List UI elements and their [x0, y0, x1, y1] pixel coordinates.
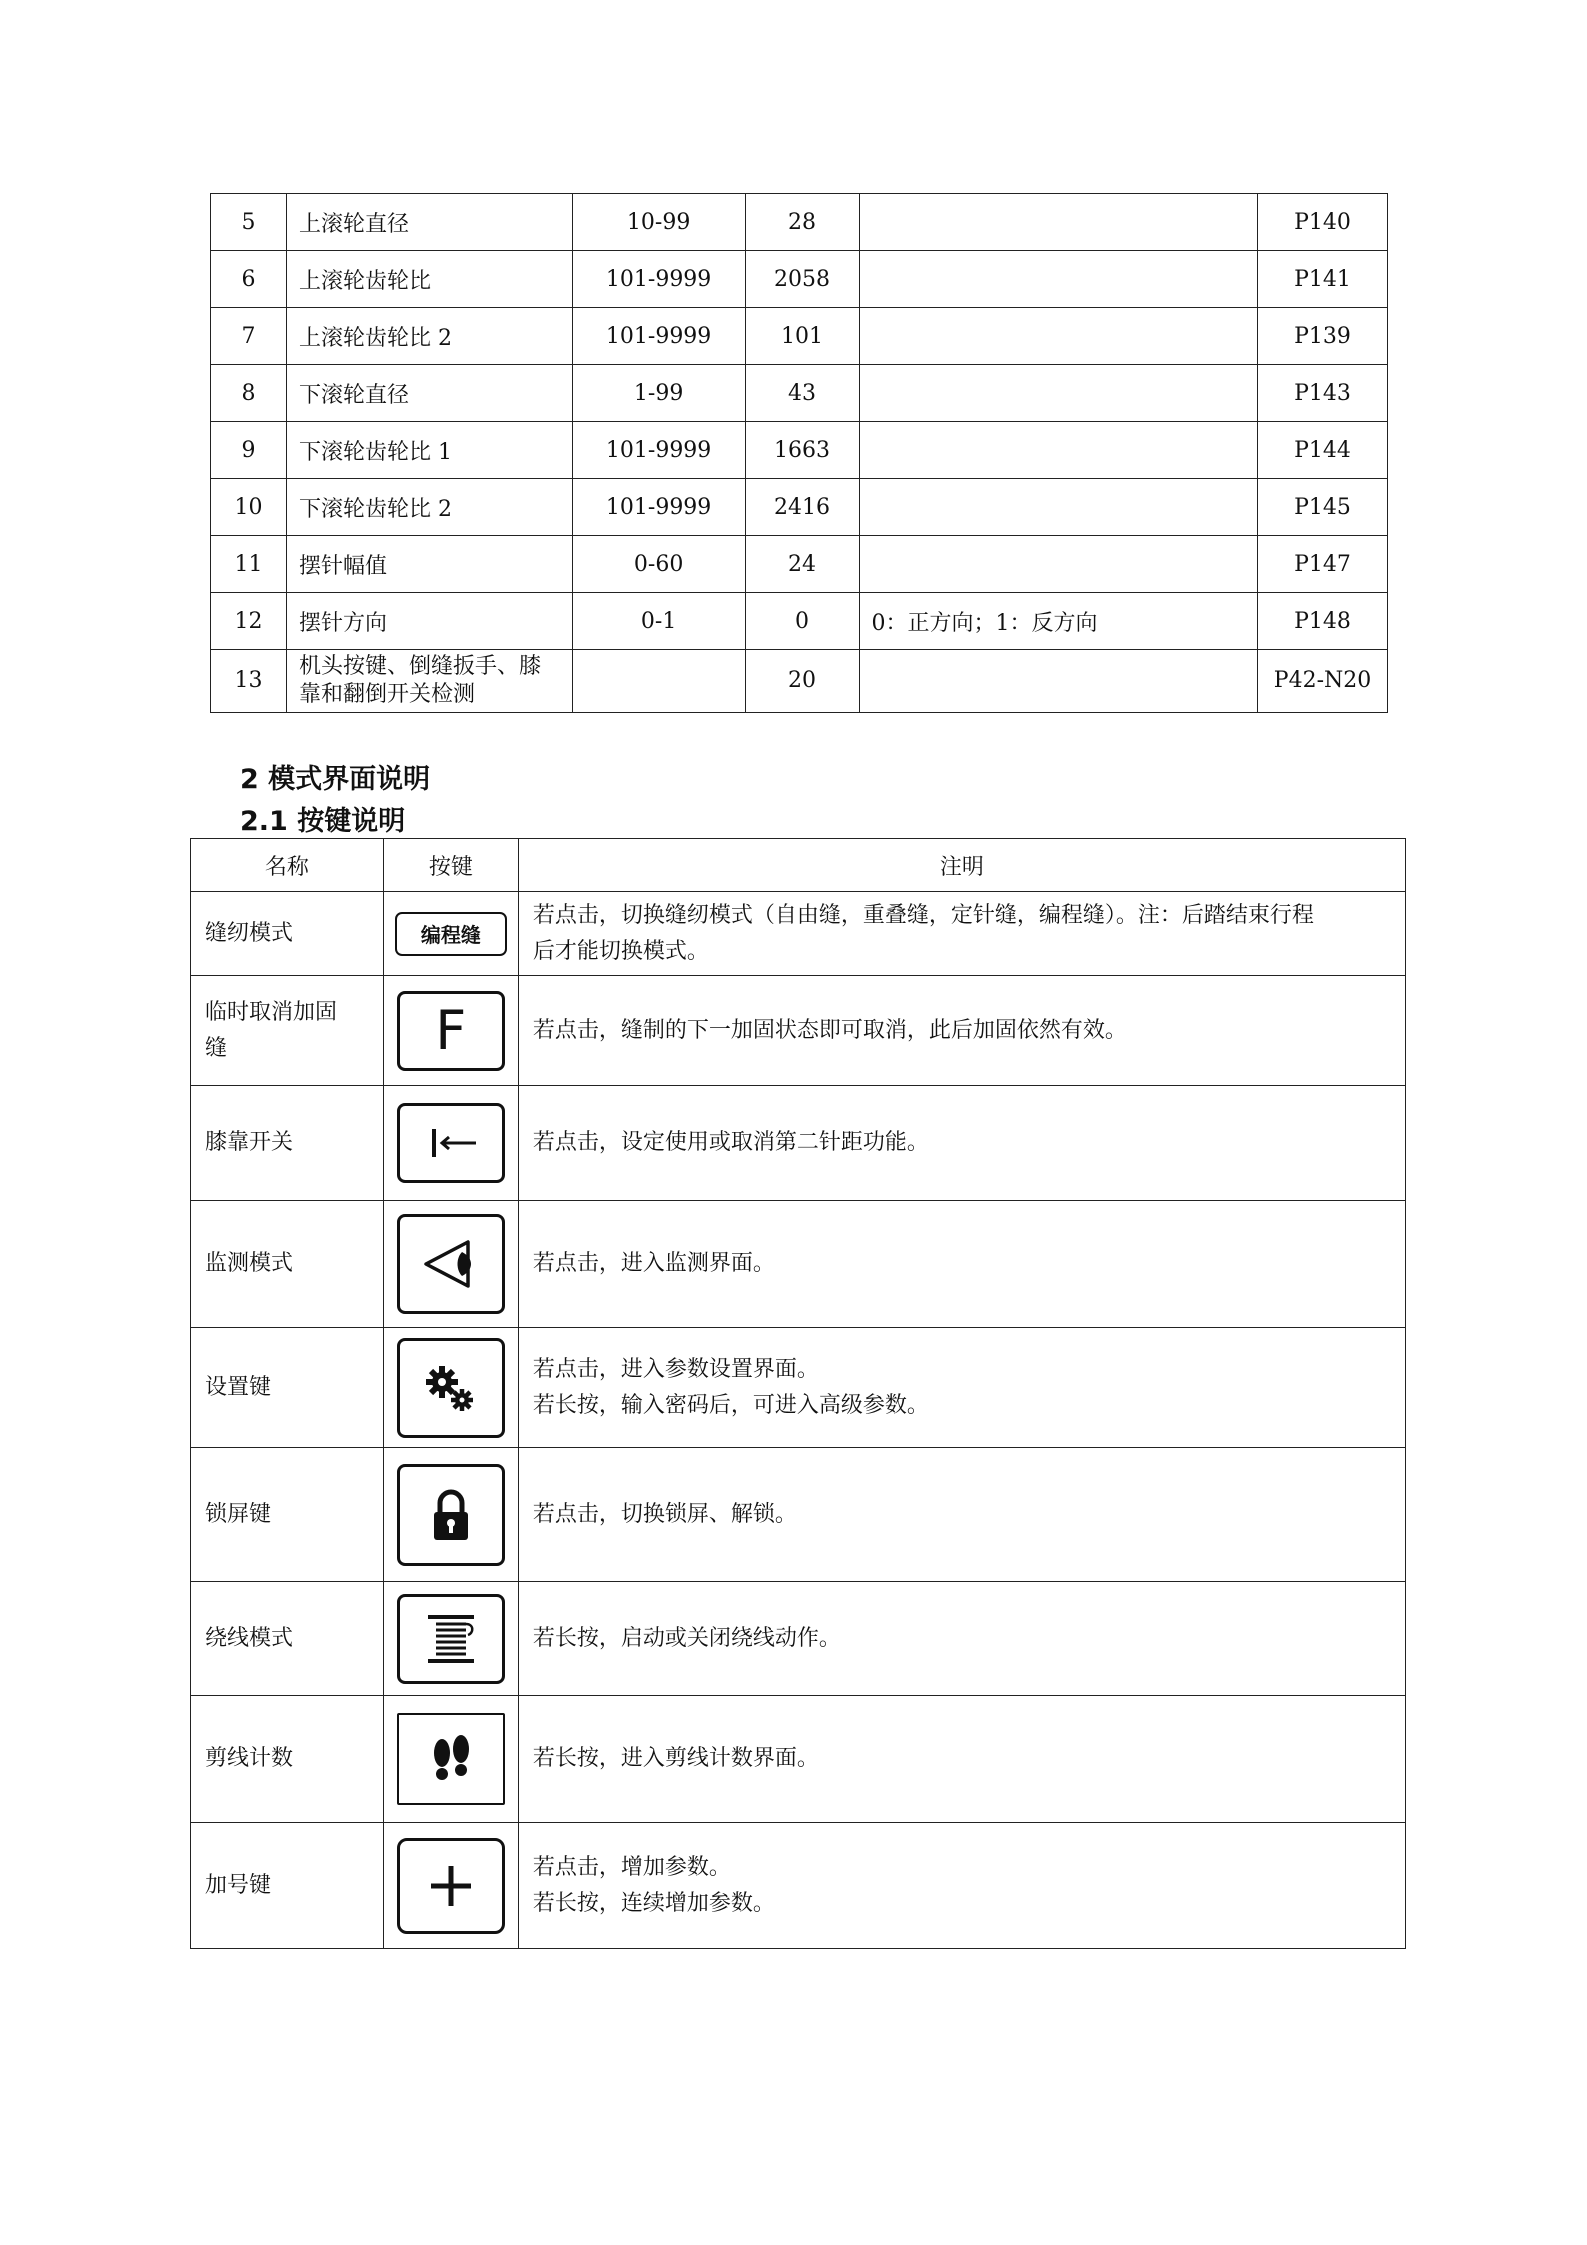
- key-name: 监测模式: [191, 1201, 384, 1328]
- key-name: 剪线计数: [191, 1696, 384, 1823]
- param-default: 28: [745, 194, 859, 251]
- table-row: [211, 251, 1388, 308]
- lock-screen-button[interactable]: [397, 1464, 505, 1566]
- key-note: 若点击，缝制的下一加固状态即可取消，此后加固依然有效。: [518, 976, 1405, 1086]
- param-code: P147: [1258, 536, 1388, 593]
- table-row: [191, 1201, 1406, 1328]
- param-note: [859, 194, 1258, 251]
- table-row: [211, 422, 1388, 479]
- key-name: 锁屏键: [191, 1448, 384, 1582]
- table-row: [191, 976, 1406, 1086]
- gears-icon: [416, 1358, 486, 1418]
- param-name: 上滚轮齿轮比 2: [286, 308, 572, 365]
- key-cell: [383, 1086, 518, 1201]
- param-name: 下滚轮齿轮比 1: [286, 422, 572, 479]
- table-header-row: [191, 839, 1406, 892]
- section-heading: 2 模式界面说明: [240, 764, 431, 795]
- table-row: [191, 1328, 1406, 1448]
- cancel-reinforce-button[interactable]: [397, 991, 505, 1071]
- param-default: 101: [745, 308, 859, 365]
- key-name: [191, 976, 384, 1086]
- param-name: 摆针幅值: [286, 536, 572, 593]
- param-note: [859, 365, 1258, 422]
- param-note: [859, 536, 1258, 593]
- eye-icon: [416, 1234, 486, 1294]
- note-line: 若点击，切换缝纫模式（自由缝，重叠缝，定针缝，编程缝）。注：后踏结束行程: [532, 902, 1314, 928]
- param-range: 0-60: [572, 536, 745, 593]
- key-note: [518, 1328, 1405, 1448]
- param-range: 10-99: [572, 194, 745, 251]
- key-name-line: 临时取消加固: [205, 999, 338, 1025]
- param-default: 24: [745, 536, 859, 593]
- param-no: 6: [211, 251, 287, 308]
- param-no: 5: [211, 194, 287, 251]
- param-default: 1663: [745, 422, 859, 479]
- table-row: [191, 1582, 1406, 1696]
- key-cell: [383, 1328, 518, 1448]
- param-no: 11: [211, 536, 287, 593]
- table-row: [211, 194, 1388, 251]
- table-row: [191, 1448, 1406, 1582]
- param-default: 20: [745, 650, 859, 713]
- param-code: P145: [1258, 479, 1388, 536]
- param-no: 9: [211, 422, 287, 479]
- key-cell: [383, 1448, 518, 1582]
- key-cell: [383, 892, 518, 976]
- param-range: 101-9999: [572, 308, 745, 365]
- param-no: 7: [211, 308, 287, 365]
- sewing-mode-button[interactable]: 编程缝: [395, 912, 507, 956]
- table-row: [191, 1086, 1406, 1201]
- param-range: 101-9999: [572, 422, 745, 479]
- key-note: 若点击，进入监测界面。: [518, 1201, 1405, 1328]
- note-line: 若长按，输入密码后，可进入高级参数。: [532, 1392, 929, 1418]
- key-table: [190, 838, 1406, 1949]
- param-name: 摆针方向: [286, 593, 572, 650]
- note-line: 若点击，进入参数设置界面。: [532, 1356, 819, 1382]
- param-note: [859, 251, 1258, 308]
- table-row: [191, 1696, 1406, 1823]
- key-name: 缝纫模式: [191, 892, 384, 976]
- param-no: 13: [211, 650, 287, 713]
- param-no: 12: [211, 593, 287, 650]
- bobbin-winder-button[interactable]: [397, 1594, 505, 1684]
- table-row: [211, 536, 1388, 593]
- param-code: P140: [1258, 194, 1388, 251]
- table-row: [211, 365, 1388, 422]
- param-code: P141: [1258, 251, 1388, 308]
- param-code: P148: [1258, 593, 1388, 650]
- param-name: 下滚轮直径: [286, 365, 572, 422]
- param-note: [859, 308, 1258, 365]
- param-note: [859, 422, 1258, 479]
- param-note: [859, 650, 1258, 713]
- table-row: [211, 650, 1388, 713]
- trim-count-button[interactable]: [397, 1713, 505, 1805]
- param-name: 下滚轮齿轮比 2: [286, 479, 572, 536]
- parameter-table: [210, 193, 1388, 713]
- table-row: [191, 1823, 1406, 1949]
- param-range: 101-9999: [572, 251, 745, 308]
- param-name-line: 机头按键、倒缝扳手、膝: [298, 654, 541, 679]
- settings-button[interactable]: [397, 1338, 505, 1438]
- bobbin-winder-icon: [416, 1609, 486, 1669]
- param-name: 上滚轮齿轮比: [286, 251, 572, 308]
- letter-f-icon: F: [435, 998, 467, 1062]
- param-range: 0-1: [572, 593, 745, 650]
- table-row: [191, 892, 1406, 976]
- key-cell: [383, 976, 518, 1086]
- table-row: [211, 593, 1388, 650]
- key-name: 加号键: [191, 1823, 384, 1949]
- key-note: [518, 892, 1405, 976]
- key-cell: [383, 1696, 518, 1823]
- note-line: 后才能切换模式。: [532, 938, 709, 964]
- key-cell: [383, 1201, 518, 1328]
- header-note: 注明: [518, 839, 1405, 892]
- key-note: 若长按，进入剪线计数界面。: [518, 1696, 1405, 1823]
- monitor-mode-button[interactable]: [397, 1214, 505, 1314]
- key-note: 若点击，设定使用或取消第二针距功能。: [518, 1086, 1405, 1201]
- header-name: 名称: [191, 839, 384, 892]
- plus-button[interactable]: [397, 1838, 505, 1934]
- lock-icon: [416, 1485, 486, 1545]
- plus-icon: [416, 1856, 486, 1916]
- param-no: 10: [211, 479, 287, 536]
- key-name: 绕线模式: [191, 1582, 384, 1696]
- param-name: [286, 650, 572, 713]
- key-name-line: 缝: [205, 1035, 228, 1061]
- param-range: 1-99: [572, 365, 745, 422]
- footprints-icon: [416, 1729, 486, 1789]
- param-default: 43: [745, 365, 859, 422]
- note-line: 若长按，连续增加参数。: [532, 1890, 775, 1916]
- param-code: P144: [1258, 422, 1388, 479]
- knee-switch-button[interactable]: [397, 1103, 505, 1183]
- table-row: [211, 479, 1388, 536]
- key-name: 膝靠开关: [191, 1086, 384, 1201]
- param-code: P139: [1258, 308, 1388, 365]
- key-note: 若长按，启动或关闭绕线动作。: [518, 1582, 1405, 1696]
- header-key: 按键: [383, 839, 518, 892]
- knee-switch-icon: [416, 1113, 486, 1173]
- param-code: P143: [1258, 365, 1388, 422]
- param-no: 8: [211, 365, 287, 422]
- param-default: 2416: [745, 479, 859, 536]
- param-note: 0：正方向；1：反方向: [859, 593, 1258, 650]
- param-default: 2058: [745, 251, 859, 308]
- subsection-heading: 2.1 按键说明: [240, 806, 406, 837]
- param-note: [859, 479, 1258, 536]
- param-range: [572, 650, 745, 713]
- param-name-line: 靠和翻倒开关检测: [298, 682, 475, 707]
- key-cell: [383, 1823, 518, 1949]
- param-code: P42-N20: [1258, 650, 1388, 713]
- key-cell: [383, 1582, 518, 1696]
- param-default: 0: [745, 593, 859, 650]
- key-name: 设置键: [191, 1328, 384, 1448]
- table-row: [211, 308, 1388, 365]
- key-note: 若点击，切换锁屏、解锁。: [518, 1448, 1405, 1582]
- key-note: [518, 1823, 1405, 1949]
- param-name: 上滚轮直径: [286, 194, 572, 251]
- param-range: 101-9999: [572, 479, 745, 536]
- note-line: 若点击，增加参数。: [532, 1854, 731, 1880]
